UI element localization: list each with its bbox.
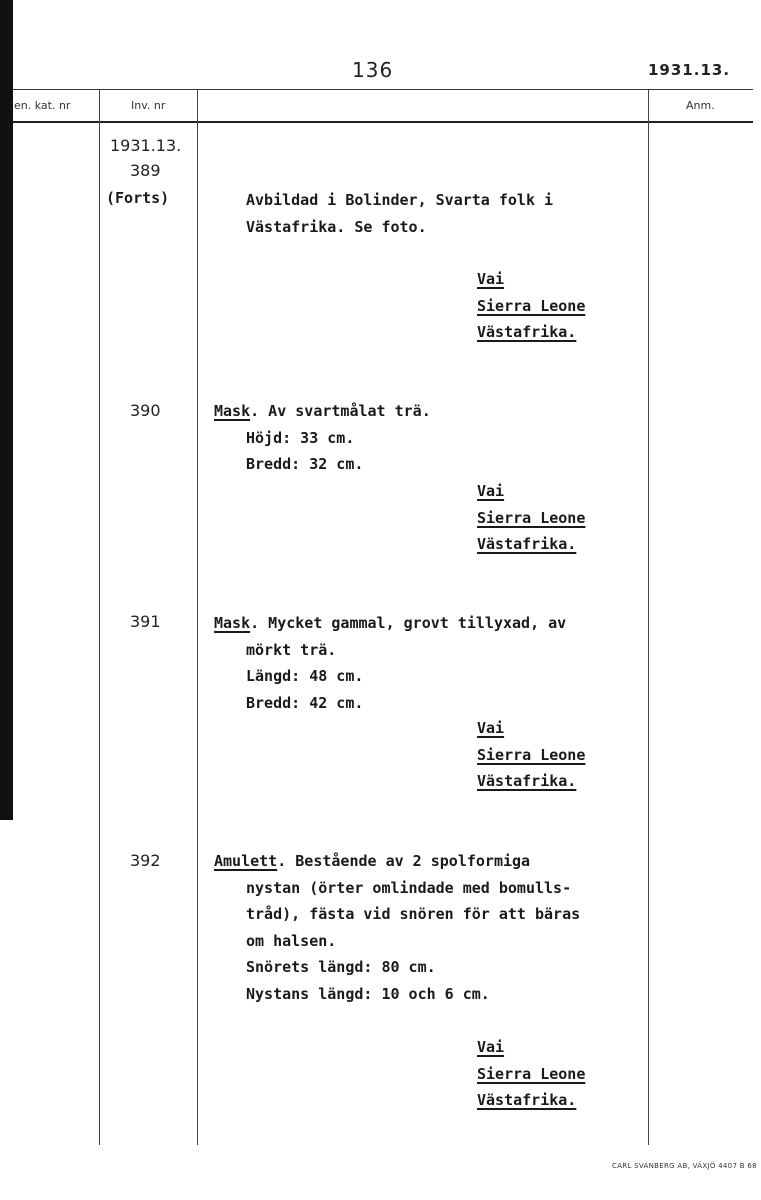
location-region: Västafrika. (477, 323, 577, 341)
header-bottom-rule (13, 121, 753, 123)
entry-390-text (214, 398, 431, 478)
location-tribe: Vai (477, 1038, 505, 1056)
entry-line: mörkt trä. (246, 640, 337, 659)
entry-line: om halsen. (246, 931, 337, 950)
entry-title: Amulett (214, 852, 278, 870)
entry-391-text (214, 610, 566, 716)
entry-line: Bredd: 42 cm. (246, 693, 364, 712)
location-country: Sierra Leone (477, 508, 586, 527)
location-region: Västafrika. (477, 772, 577, 790)
column-header-inv-nr: Inv. nr (131, 99, 166, 112)
entry-line: Avbildad i Bolinder, Svarta folk i (246, 191, 554, 209)
inv-number-389: 389 (130, 161, 161, 180)
entry-392-text (214, 848, 580, 1007)
entry-389-text (246, 187, 553, 240)
entry-line: Bredd: 32 cm. (246, 455, 364, 473)
header-top-rule (13, 89, 753, 90)
column-rule-2 (197, 90, 198, 1145)
page-number: 136 (352, 58, 394, 82)
inv-number-392: 392 (130, 851, 161, 870)
entry-390-location (477, 478, 585, 558)
column-header-anm: Anm. (686, 99, 715, 112)
binding-strip (0, 0, 13, 820)
entry-line: Snörets längd: 80 cm. (246, 958, 436, 976)
forts-label: (Forts) (106, 189, 170, 207)
location-tribe: Vai (477, 270, 505, 288)
column-rule-3 (648, 90, 649, 1145)
entry-first-line: . Av svartmålat trä. (250, 402, 431, 420)
entry-line: Västafrika. Se foto. (246, 217, 427, 236)
entry-391-location (477, 715, 585, 795)
location-country: Sierra Leone (477, 745, 586, 764)
entry-first-line: . Bestående av 2 spolformiga (277, 852, 531, 870)
location-tribe: Vai (477, 482, 505, 500)
inv-number-391: 391 (130, 612, 161, 631)
entry-392-location (477, 1034, 585, 1114)
entry-title: Mask (214, 402, 251, 420)
entry-line: Nystans längd: 10 och 6 cm. (246, 984, 490, 1003)
entry-389-location (477, 266, 585, 346)
location-tribe: Vai (477, 719, 505, 737)
location-country: Sierra Leone (477, 296, 586, 315)
printer-mark: CARL SVANBERG AB, VÄXJÖ 4407 B 68 (612, 1162, 757, 1170)
entry-title: Mask (214, 614, 251, 632)
entry-first-line: . Mycket gammal, grovt tillyxad, av (250, 614, 567, 632)
column-rule-1 (99, 90, 100, 1145)
location-region: Västafrika. (477, 1091, 577, 1109)
location-country: Sierra Leone (477, 1064, 586, 1083)
entry-line: Höjd: 33 cm. (246, 428, 355, 447)
inv-prefix: 1931.13. (110, 136, 182, 155)
entry-line: tråd), fästa vid snören för att bäras (246, 905, 581, 923)
entry-line: nystan (örter omlindade med bomulls- (246, 878, 572, 897)
location-region: Västafrika. (477, 535, 577, 553)
column-header-kat-nr: en. kat. nr (14, 99, 71, 112)
inv-number-390: 390 (130, 401, 161, 420)
entry-line: Längd: 48 cm. (246, 667, 364, 685)
catalog-series: 1931.13. (648, 61, 731, 79)
